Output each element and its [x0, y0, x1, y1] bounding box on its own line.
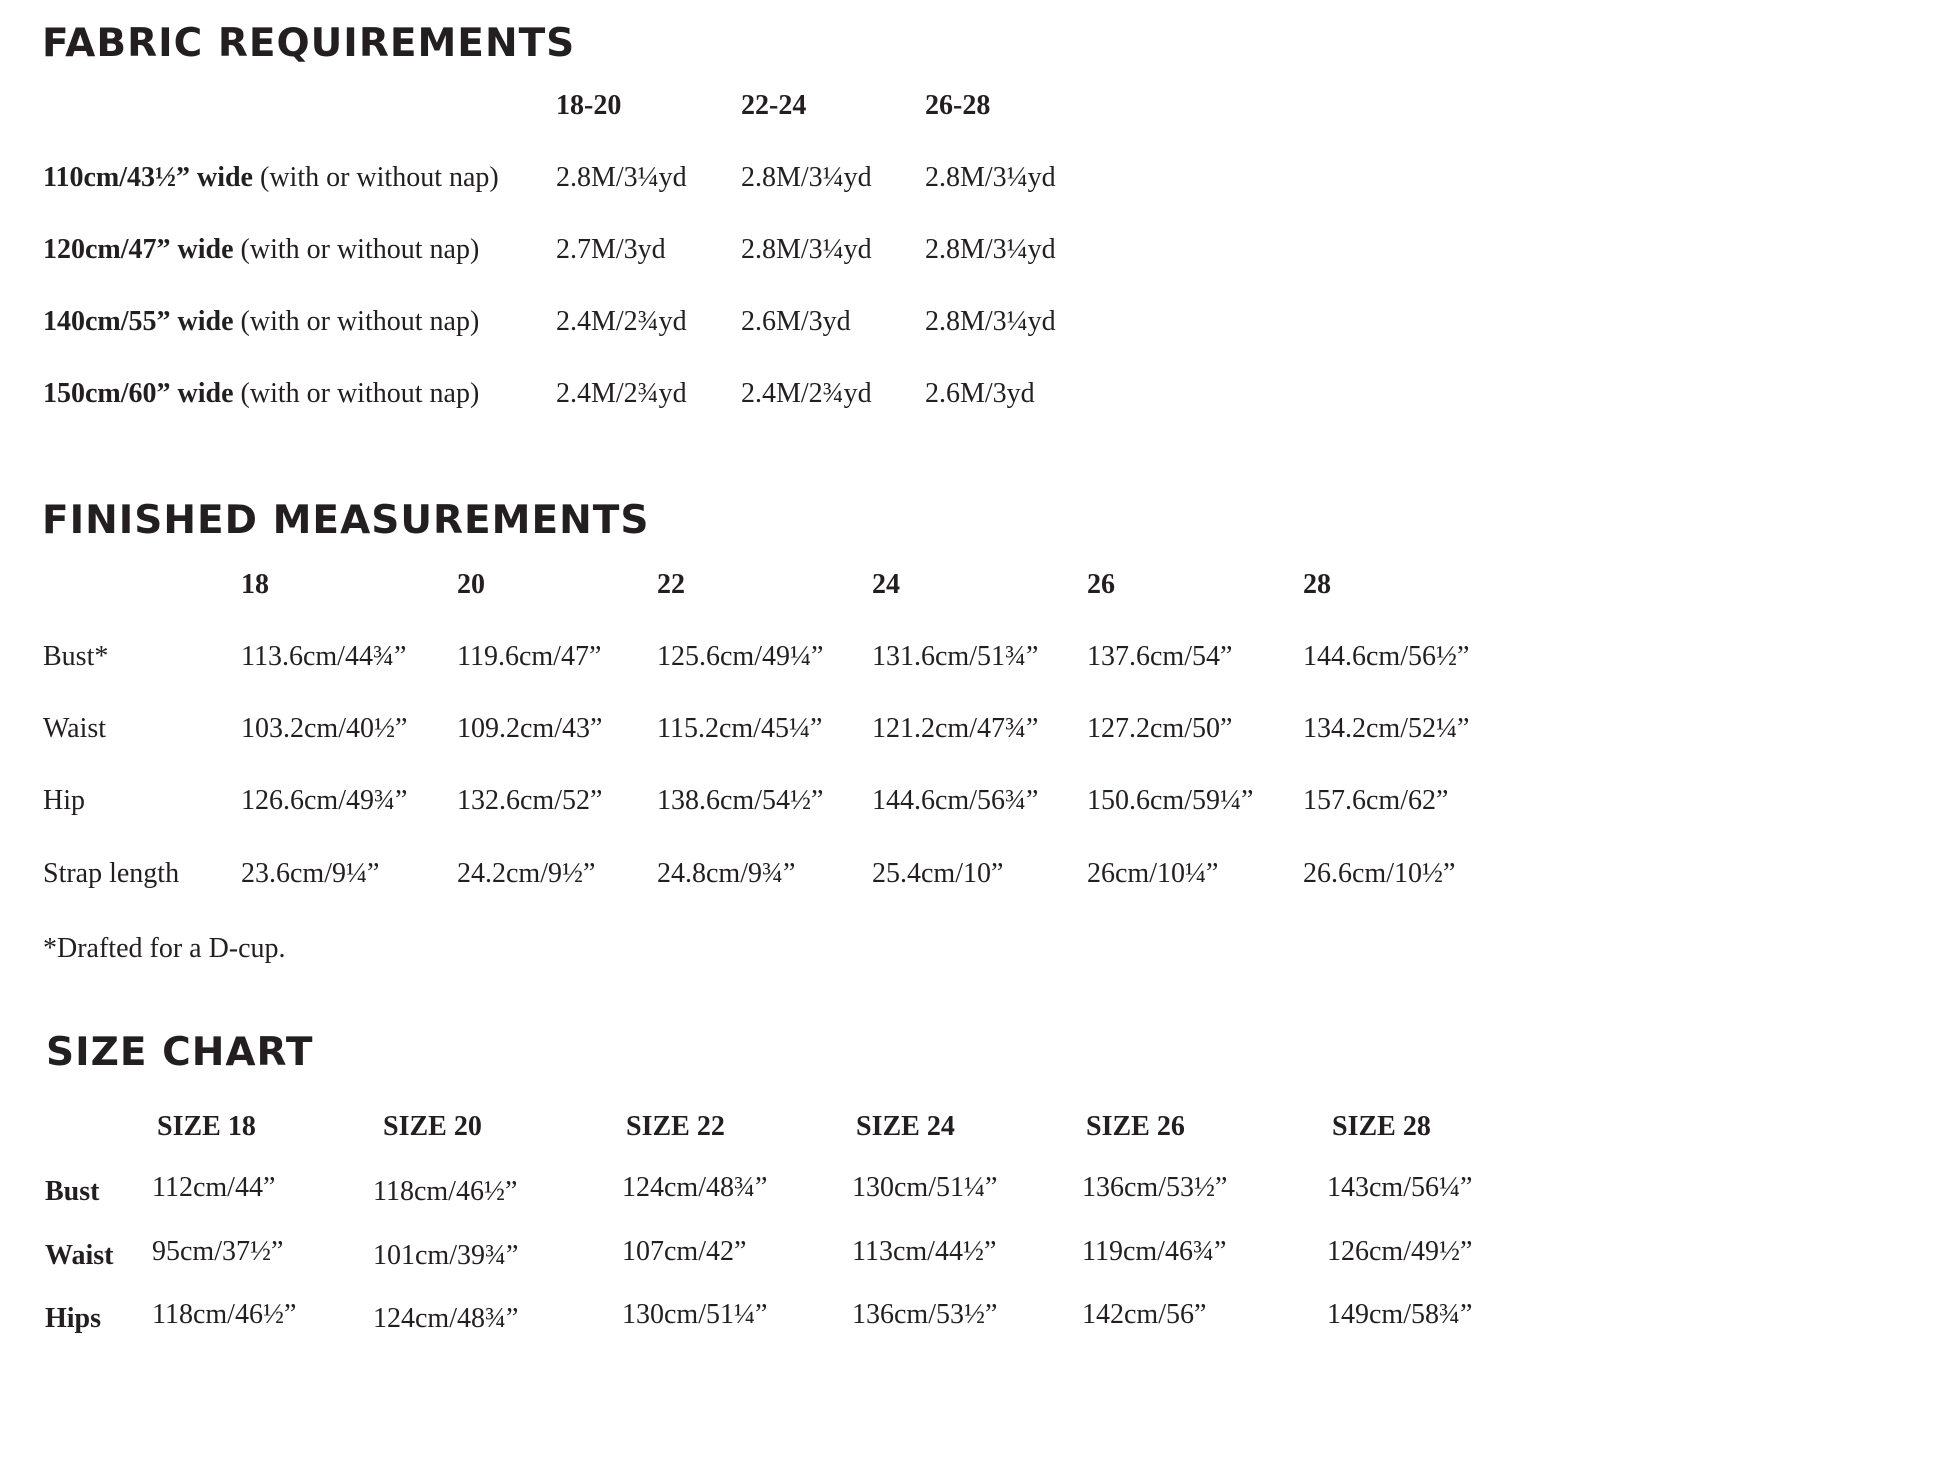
fabric-cell: 2.8M/3¼yd — [925, 306, 1056, 337]
size-cell: 113cm/44½” — [852, 1236, 997, 1267]
size-cell: 136cm/53½” — [852, 1299, 998, 1330]
finished-cell: 113.6cm/44¾” — [241, 641, 407, 672]
size-col-header: SIZE 20 — [383, 1111, 482, 1142]
size-cell: 124cm/48¾” — [622, 1172, 768, 1203]
finished-cell: 109.2cm/43” — [457, 713, 603, 744]
fabric-row-label — [43, 164, 499, 192]
size-cell: 136cm/53½” — [1082, 1172, 1228, 1203]
finished-cell: 131.6cm/51¾” — [872, 641, 1039, 672]
finished-cell: 103.2cm/40½” — [241, 713, 408, 744]
size-cell: 119cm/46¾” — [1082, 1236, 1227, 1267]
size-cell: 126cm/49½” — [1327, 1236, 1473, 1267]
size-cell: 107cm/42” — [622, 1236, 747, 1267]
finished-measurements-heading: FINISHED MEASUREMENTS — [42, 498, 650, 543]
finished-row-label: Strap length — [43, 858, 180, 889]
size-row-label: Bust — [45, 1176, 100, 1207]
finished-cell: 126.6cm/49¾” — [241, 785, 408, 816]
size-col-header: SIZE 24 — [856, 1111, 955, 1142]
fabric-col-header: 26-28 — [925, 90, 991, 121]
finished-cell: 23.6cm/9¼” — [241, 858, 380, 889]
finished-col-header: 22 — [657, 569, 685, 600]
finished-col-header: 26 — [1087, 569, 1115, 600]
finished-cell: 119.6cm/47” — [457, 641, 602, 672]
fabric-cell: 2.8M/3¼yd — [556, 162, 687, 193]
finished-cell: 125.6cm/49¼” — [657, 641, 824, 672]
finished-cell: 115.2cm/45¼” — [657, 713, 823, 744]
fabric-nap-note: (with or without nap) — [233, 306, 480, 337]
fabric-nap-note: (with or without nap) — [233, 378, 480, 409]
size-cell: 118cm/46½” — [373, 1176, 518, 1207]
finished-cell: 26cm/10¼” — [1087, 858, 1219, 889]
fabric-width: 150cm/60” wide — [43, 378, 234, 409]
size-row-label: Waist — [45, 1240, 114, 1271]
fabric-cell: 2.4M/2¾yd — [556, 378, 687, 409]
fabric-width: 110cm/43½” wide — [43, 162, 253, 193]
size-col-header: SIZE 28 — [1332, 1111, 1431, 1142]
fabric-row-label — [43, 236, 479, 264]
fabric-cell: 2.8M/3¼yd — [925, 162, 1056, 193]
finished-col-header: 28 — [1303, 569, 1331, 600]
size-cell: 142cm/56” — [1082, 1299, 1207, 1330]
finished-cell: 25.4cm/10” — [872, 858, 1004, 889]
size-cell: 95cm/37½” — [152, 1236, 284, 1267]
fabric-nap-note: (with or without nap) — [233, 234, 480, 265]
fabric-width: 140cm/55” wide — [43, 306, 234, 337]
finished-col-header: 24 — [872, 569, 900, 600]
finished-cell: 157.6cm/62” — [1303, 785, 1449, 816]
size-cell: 101cm/39¾” — [373, 1240, 519, 1271]
size-col-header: SIZE 26 — [1086, 1111, 1185, 1142]
finished-row-label: Waist — [43, 713, 107, 744]
fabric-cell: 2.6M/3yd — [741, 306, 851, 337]
fabric-cell: 2.8M/3¼yd — [925, 234, 1056, 265]
finished-cell: 144.6cm/56½” — [1303, 641, 1470, 672]
finished-footnote: *Drafted for a D-cup. — [43, 933, 286, 964]
finished-cell: 137.6cm/54” — [1087, 641, 1233, 672]
finished-cell: 150.6cm/59¼” — [1087, 785, 1254, 816]
finished-cell: 138.6cm/54½” — [657, 785, 824, 816]
finished-cell: 26.6cm/10½” — [1303, 858, 1456, 889]
finished-cell: 134.2cm/52¼” — [1303, 713, 1470, 744]
finished-row-label: Hip — [43, 785, 85, 816]
size-cell: 130cm/51¼” — [622, 1299, 768, 1330]
fabric-row-label — [43, 308, 479, 336]
size-cell: 124cm/48¾” — [373, 1303, 519, 1334]
finished-cell: 24.2cm/9½” — [457, 858, 596, 889]
size-chart-heading: SIZE CHART — [46, 1030, 314, 1075]
finished-cell: 127.2cm/50” — [1087, 713, 1233, 744]
size-col-header: SIZE 18 — [157, 1111, 256, 1142]
finished-cell: 144.6cm/56¾” — [872, 785, 1039, 816]
fabric-col-header: 18-20 — [556, 90, 622, 121]
fabric-row-label — [43, 380, 479, 408]
fabric-width: 120cm/47” wide — [43, 234, 234, 265]
size-cell: 118cm/46½” — [152, 1299, 297, 1330]
size-cell: 143cm/56¼” — [1327, 1172, 1473, 1203]
fabric-cell: 2.7M/3yd — [556, 234, 666, 265]
size-cell: 112cm/44” — [152, 1172, 276, 1203]
fabric-cell: 2.8M/3¼yd — [741, 234, 872, 265]
fabric-nap-note: (with or without nap) — [253, 162, 499, 193]
finished-row-label: Bust* — [43, 641, 109, 672]
size-row-label: Hips — [45, 1303, 102, 1334]
finished-col-header: 18 — [241, 569, 269, 600]
fabric-col-header: 22-24 — [741, 90, 807, 121]
finished-cell: 132.6cm/52” — [457, 785, 603, 816]
size-cell: 149cm/58¾” — [1327, 1299, 1473, 1330]
finished-col-header: 20 — [457, 569, 485, 600]
fabric-cell: 2.6M/3yd — [925, 378, 1035, 409]
size-col-header: SIZE 22 — [626, 1111, 725, 1142]
fabric-requirements-heading: FABRIC REQUIREMENTS — [42, 21, 576, 66]
finished-cell: 24.8cm/9¾” — [657, 858, 796, 889]
fabric-cell: 2.4M/2¾yd — [741, 378, 872, 409]
fabric-cell: 2.8M/3¼yd — [741, 162, 872, 193]
finished-cell: 121.2cm/47¾” — [872, 713, 1039, 744]
fabric-cell: 2.4M/2¾yd — [556, 306, 687, 337]
size-cell: 130cm/51¼” — [852, 1172, 998, 1203]
